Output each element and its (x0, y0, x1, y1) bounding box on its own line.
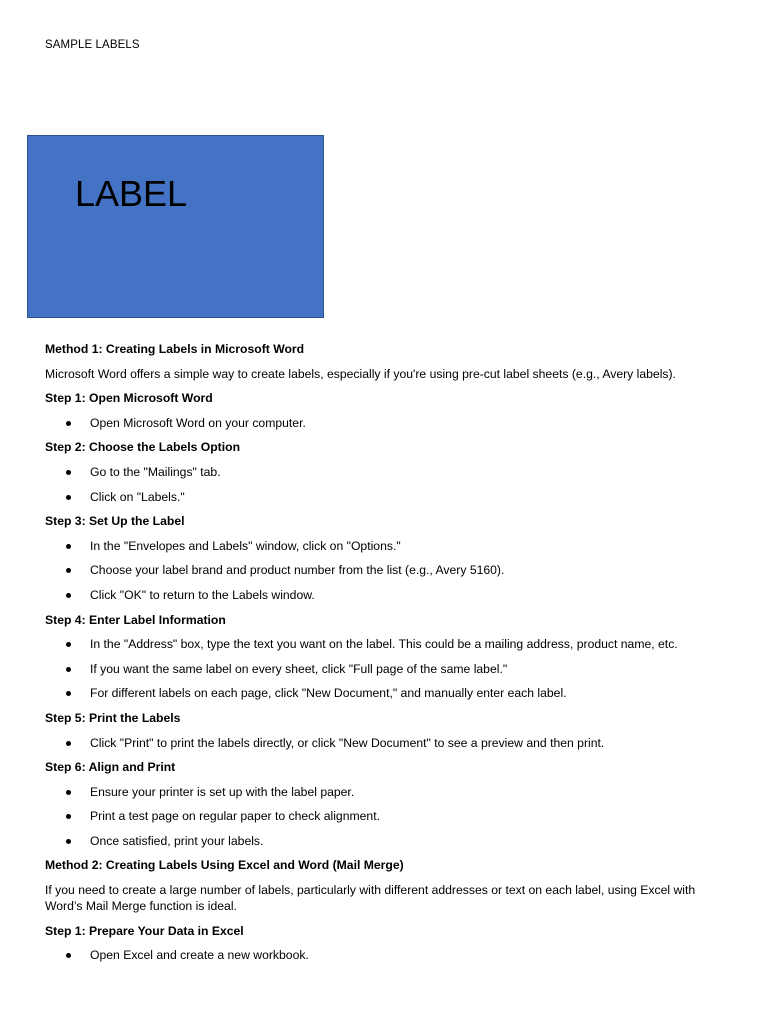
list-item (45, 808, 735, 824)
list-item (45, 661, 735, 677)
bullet-icon (66, 593, 71, 598)
bullet-icon (66, 642, 71, 647)
bullet-icon (66, 667, 71, 672)
bullet-icon (66, 814, 71, 819)
step4-heading: Step 4: Enter Label Information (45, 612, 226, 627)
list-item-text: In the "Envelopes and Labels" window, click on "Options." (90, 538, 401, 553)
step3-heading: Step 3: Set Up the Label (45, 514, 185, 529)
method2-heading: Method 2: Creating Labels Using Excel and Word (Mail Merge) (45, 858, 404, 873)
list-item-text: If you want the same label on every sheet, click "Full page of the same label." (90, 661, 508, 676)
list-item-text: For different labels on each page, click "New Document," and manually enter each label. (90, 686, 567, 701)
list-item-text: Click on "Labels." (90, 489, 185, 504)
list-item-text: Open Excel and create a new workbook. (90, 948, 309, 963)
list-item (45, 415, 735, 431)
list-item-text: Once satisfied, print your labels. (90, 833, 264, 848)
list-item-text: Go to the "Mailings" tab. (90, 464, 221, 479)
method1-heading: Method 1: Creating Labels in Microsoft Word (45, 342, 305, 356)
label-box-text: LABEL (75, 173, 188, 214)
list-item (45, 489, 735, 505)
bullet-icon (66, 544, 71, 549)
bullet-icon (66, 953, 71, 958)
bullet-icon (66, 691, 71, 696)
method2-intro: If you need to create a large number of labels, particularly with different addresses or text on each label, using Excel with Word’s Mail Merge function is ideal. (45, 883, 696, 914)
list-item-text: Click "Print" to print the labels directly, or click "New Document" to see a preview and then print. (90, 735, 605, 750)
method1-intro: Microsoft Word offers a simple way to create labels, especially if you're using pre-cut label sheets (e.g., Avery labels). (45, 366, 676, 381)
bullet-icon (66, 790, 71, 795)
step5-heading: Step 5: Print the Labels (45, 710, 181, 725)
list-item (45, 735, 735, 751)
list-item (45, 464, 735, 480)
bullet-icon (66, 568, 71, 573)
document-body (45, 341, 735, 972)
list-item-text: In the "Address" box, type the text you want on the label. This could be a mailing address, product name, etc. (90, 637, 678, 652)
bullet-icon (66, 495, 71, 500)
list-item-text: Click "OK" to return to the Labels window. (90, 587, 315, 602)
bullet-icon (66, 421, 71, 426)
bullet-icon (66, 470, 71, 475)
list-item-text: Ensure your printer is set up with the label paper. (90, 784, 355, 799)
list-item (45, 587, 735, 603)
bullet-icon (66, 839, 71, 844)
sample-label-box (27, 135, 324, 318)
list-item-text: Open Microsoft Word on your computer. (90, 415, 306, 430)
step1-heading: Step 1: Open Microsoft Word (45, 391, 213, 406)
document-header: SAMPLE LABELS (45, 39, 140, 51)
list-item-text: Choose your label brand and product number from the list (e.g., Avery 5160). (90, 563, 505, 578)
step6-heading: Step 6: Align and Print (45, 760, 176, 775)
list-item (45, 947, 735, 963)
list-item (45, 833, 735, 849)
bullet-icon (66, 741, 71, 746)
list-item (45, 562, 735, 578)
list-item (45, 784, 735, 800)
list-item-text: Print a test page on regular paper to check alignment. (90, 809, 380, 824)
list-item (45, 636, 735, 652)
list-item (45, 685, 735, 701)
list-item (45, 538, 735, 554)
step2-heading: Step 2: Choose the Labels Option (45, 440, 241, 455)
method2-step1-heading: Step 1: Prepare Your Data in Excel (45, 923, 244, 938)
